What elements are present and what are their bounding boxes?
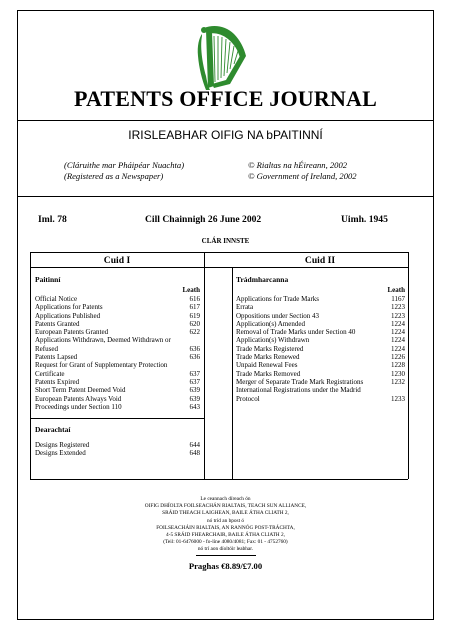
issue-place-date: Cill Chainnigh 26 June 2002 [145, 214, 262, 225]
list-item-label: International Registrations under the Madrid [236, 386, 361, 395]
list-item [35, 395, 200, 403]
address-line: 4-5 SRÁID FHEARCHAIR, BAILE ÁTHA CLIATH 2, [166, 532, 285, 539]
address-line: SRÁID THEACH LAIGHEAN, BAILE ÁTHA CLIATH 2, [162, 510, 289, 517]
list-item-page: 1223 [391, 311, 405, 320]
list-item-page: 1224 [391, 328, 405, 337]
list-item-label: Patents Expired [35, 377, 80, 386]
list-item [35, 370, 200, 378]
list-item-label: Patents Granted [35, 319, 80, 328]
list-item-label: Applications for Trade Marks [236, 295, 320, 303]
list-item [35, 320, 200, 328]
copyright-irish: © Rialtas na hÉireann, 2002 [248, 160, 348, 170]
list-item [236, 395, 405, 403]
list-item-page: 1224 [391, 319, 405, 328]
table-border-left [30, 252, 31, 479]
list-item-page: 1223 [391, 303, 405, 312]
list-item-label: Proceedings under Section 110 [35, 402, 122, 411]
list-item-label: Application(s) Withdrawn [236, 336, 310, 345]
list-item-page: 639 [189, 386, 200, 395]
table-border-top [30, 252, 408, 253]
list-item [236, 336, 405, 344]
list-item-label: Designs Extended [35, 449, 86, 458]
list-item [35, 378, 200, 386]
section-trademarks-title: Trádmharcanna [236, 275, 289, 284]
list-item-label: Patents Lapsed [35, 353, 78, 362]
list-item [35, 441, 200, 449]
publisher-address [17, 496, 434, 554]
trademarks-contents-list [236, 295, 405, 403]
contents-heading: CLÁR INNSTE [201, 237, 250, 245]
copyright-english: © Government of Ireland, 2002 [248, 171, 357, 181]
address-line: nó trí aon díoltóir leabhar. [197, 546, 254, 553]
list-item [35, 303, 200, 311]
divider [17, 120, 434, 121]
list-item-page: 1232 [391, 377, 405, 386]
list-item-page: 1224 [391, 336, 405, 345]
address-line: nó tríd an bpost ó [206, 517, 245, 524]
list-item-page: 644 [189, 441, 200, 449]
table-header-rule [30, 267, 408, 268]
list-item-label: Protocol [236, 394, 260, 403]
list-item-label: Designs Registered [35, 441, 90, 449]
list-item [35, 361, 200, 369]
list-item-page: 648 [189, 449, 200, 458]
patents-contents-list [35, 295, 200, 411]
address-line: OIFIG DHÍOLTA FOILSEACHÁN RIALTAIS, TEACH SUN ALLIANCE, [144, 503, 307, 510]
section-rule [30, 418, 204, 419]
list-item-label: Merger of Separate Trade Mark Registrations [236, 377, 364, 386]
list-item-label: European Patents Always Void [35, 394, 122, 403]
section-designs-title: Dearachtaí [35, 425, 71, 434]
list-item-page: 1167 [391, 295, 405, 303]
journal-title: PATENTS OFFICE JOURNAL [73, 86, 378, 111]
divider [17, 196, 434, 197]
list-item-page: 619 [189, 311, 200, 320]
designs-contents-list [35, 441, 200, 458]
section-patents-title: Paitinní [35, 275, 61, 284]
list-item [236, 320, 405, 328]
list-item-label: Official Notice [35, 295, 78, 303]
list-item [236, 328, 405, 336]
harp-emblem-icon [196, 22, 252, 94]
issue-number: Uimh. 1945 [341, 214, 388, 225]
list-item [236, 370, 405, 378]
list-item [236, 303, 405, 311]
list-item-label: Certificate [35, 369, 65, 378]
list-item-page: 617 [189, 303, 200, 312]
list-item-label: Short Term Patent Deemed Void [35, 386, 126, 395]
list-item-label: Errata [236, 303, 254, 312]
list-item [35, 328, 200, 336]
list-item [236, 361, 405, 369]
list-item-label: Trade Marks Renewed [236, 353, 300, 362]
address-line: (Teil: 01-6476000 - fo-líne 4080/4081; Fax: 01 - 4752760) [163, 539, 288, 546]
part-one-title: Cuid I [103, 255, 131, 266]
list-item-label: Applications Withdrawn, Deemed Withdrawn or [35, 336, 171, 345]
list-item-page: 620 [189, 319, 200, 328]
registration-english: (Registered as a Newspaper) [64, 171, 164, 181]
list-item-page: 1224 [391, 344, 405, 353]
list-item-page: 1228 [391, 361, 405, 370]
issue-volume: Iml. 78 [38, 214, 67, 225]
list-item-page: 1226 [391, 353, 405, 362]
list-item-page: 636 [189, 353, 200, 362]
list-item-label: Unpaid Renewal Fees [236, 361, 298, 370]
list-item [35, 403, 200, 411]
list-item-label: Request for Grant of Supplementary Protection [35, 361, 168, 370]
list-item-page: 637 [189, 369, 200, 378]
list-item-page: 636 [189, 344, 200, 353]
list-item-label: Oppositions under Section 43 [236, 311, 320, 320]
list-item [35, 312, 200, 320]
list-item-page: 643 [189, 402, 200, 411]
short-rule [196, 555, 256, 556]
table-inner-rule [232, 267, 233, 479]
list-item [35, 345, 200, 353]
list-item-label: Application(s) Amended [236, 319, 306, 328]
address-line: FOILSEACHÁIN RIALTAIS, AN RANNÓG POST-TRÁCHTA, [156, 524, 295, 531]
list-item [236, 353, 405, 361]
list-item [236, 345, 405, 353]
list-item-label: Removal of Trade Marks under Section 40 [236, 328, 356, 337]
list-item-page: 622 [189, 328, 200, 337]
registration-right [248, 160, 357, 182]
price: Praghas €8.89/£7.00 [188, 561, 263, 571]
list-item-label: Trade Marks Removed [236, 369, 301, 378]
page-column-header: Leath [387, 286, 405, 294]
table-border-right [408, 252, 409, 479]
list-item-label: Trade Marks Registered [236, 344, 304, 353]
list-item-label: Refused [35, 344, 58, 353]
list-item-label: Applications for Patents [35, 303, 103, 312]
list-item [35, 295, 200, 303]
irish-title: IRISLEABHAR OIFIG NA bPAITINNÍ [128, 128, 323, 142]
list-item [236, 378, 405, 386]
list-item-page: 639 [189, 394, 200, 403]
registration-irish: (Cláruithe mar Pháipéar Nuachta) [64, 160, 185, 170]
table-column-divider [204, 252, 205, 479]
list-item-page: 1230 [391, 369, 405, 378]
address-line: Le ceannach díreach ón [200, 496, 251, 502]
list-item [35, 336, 200, 344]
registration-left [64, 160, 184, 182]
list-item-label: Applications Published [35, 311, 101, 320]
list-item [35, 353, 200, 361]
page-column-header: Leath [182, 286, 200, 294]
part-two-title: Cuid II [304, 255, 336, 266]
list-item [236, 386, 405, 394]
list-item-page: 1233 [391, 394, 405, 403]
list-item [236, 295, 405, 303]
table-border-bottom [30, 479, 408, 480]
list-item-label: European Patents Granted [35, 328, 109, 337]
list-item [236, 312, 405, 320]
list-item [35, 386, 200, 394]
list-item [35, 449, 200, 457]
list-item-page: 616 [189, 295, 200, 303]
list-item-page: 637 [189, 377, 200, 386]
